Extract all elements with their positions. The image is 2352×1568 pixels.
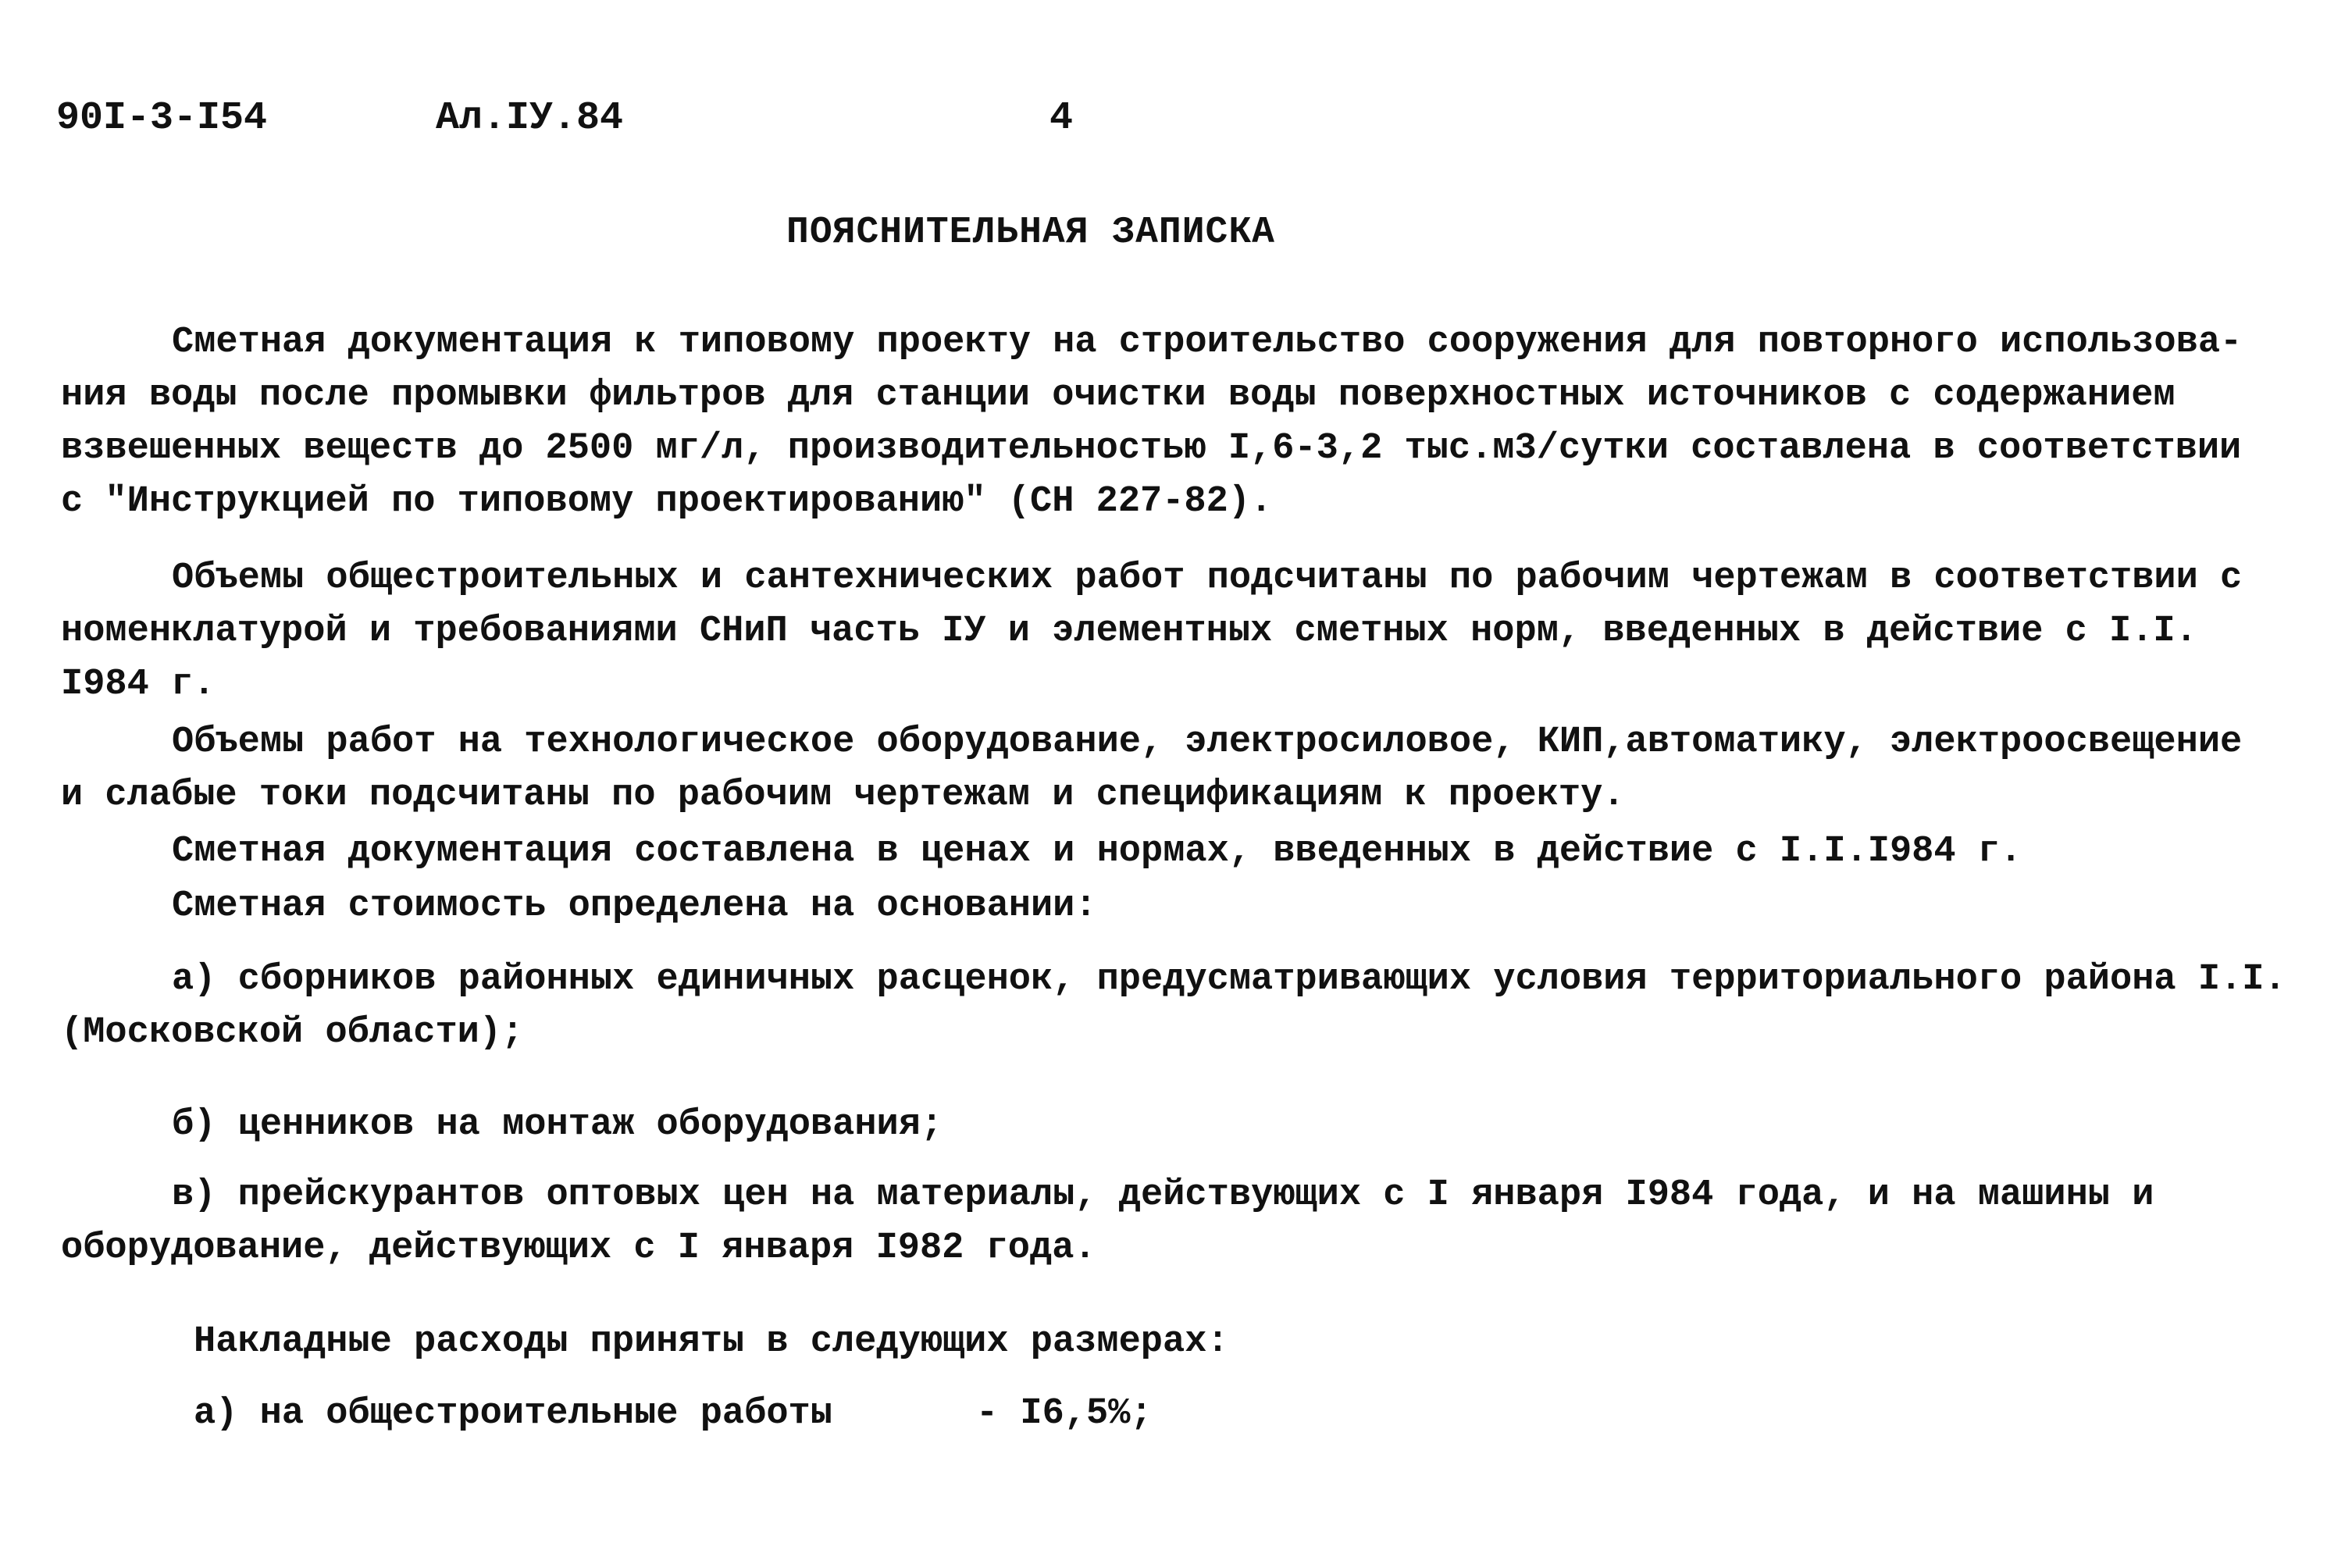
list-item-a-line-1: а) сборников районных единичных расценок, предусматривающих условия территориального района I.I. — [172, 959, 2286, 1000]
paragraph-volumes-general-line-1: Объемы общестроительных и сантехнических работ подсчитаны по рабочим чертежам в соответствии с — [172, 558, 2243, 599]
paragraph-intro-line-1: Сметная документация к типовому проекту на строительство сооружения для повторного использова- — [172, 322, 2243, 363]
overhead-item-a-label: а) на общестроительные работы — [194, 1393, 832, 1434]
paragraph-volumes-equipment-line-2: и слабые токи подсчитаны по рабочим чертежам и спецификациям к проекту. — [61, 775, 1625, 816]
page-title: ПОЯСНИТЕЛЬНАЯ ЗАПИСКА — [786, 212, 1275, 254]
overhead-item-a-value: - I6,5%; — [976, 1393, 1153, 1434]
page-number: 4 — [1049, 96, 1074, 141]
list-item-v-line-1: в) прейскурантов оптовых цен на материалы, действующих с I января I984 года, и на машины и — [172, 1174, 2154, 1216]
list-item-v-line-2: оборудование, действующих с I января I982 года. — [61, 1228, 1096, 1269]
document-code: 90I-3-I54 — [56, 96, 268, 141]
paragraph-cost-basis: Сметная стоимость определена на основании: — [172, 886, 1097, 927]
list-item-a-line-2: (Московской области); — [61, 1012, 524, 1053]
paragraph-overhead: Накладные расходы приняты в следующих размерах: — [194, 1321, 1229, 1363]
album-reference: Ал.IУ.84 — [436, 96, 624, 141]
paragraph-volumes-general-line-2: номенклатурой и требованиями СНиП часть IУ и элементных сметных норм, введенных в действие с I.I. — [61, 611, 2197, 652]
paragraph-intro-line-4: с "Инструкцией по типовому проектированию" (СН 227-82). — [61, 481, 1273, 522]
paragraph-intro-line-2: ния воды после промывки фильтров для станции очистки воды поверхностных источников с содержанием — [61, 375, 2176, 416]
list-item-b: б) ценников на монтаж оборудования; — [172, 1104, 943, 1146]
paragraph-prices: Сметная документация составлена в ценах и нормах, введенных в действие с I.I.I984 г. — [172, 831, 2022, 872]
paragraph-volumes-equipment-line-1: Объемы работ на технологическое оборудование, электросиловое, КИП,автоматику, электроосвещение — [172, 722, 2243, 763]
paragraph-volumes-general-line-3: I984 г. — [61, 664, 216, 705]
paragraph-intro-line-3: взвешенных веществ до 2500 мг/л, производительностью I,6-3,2 тыс.м3/сутки составлена в соответствии — [61, 428, 2242, 469]
